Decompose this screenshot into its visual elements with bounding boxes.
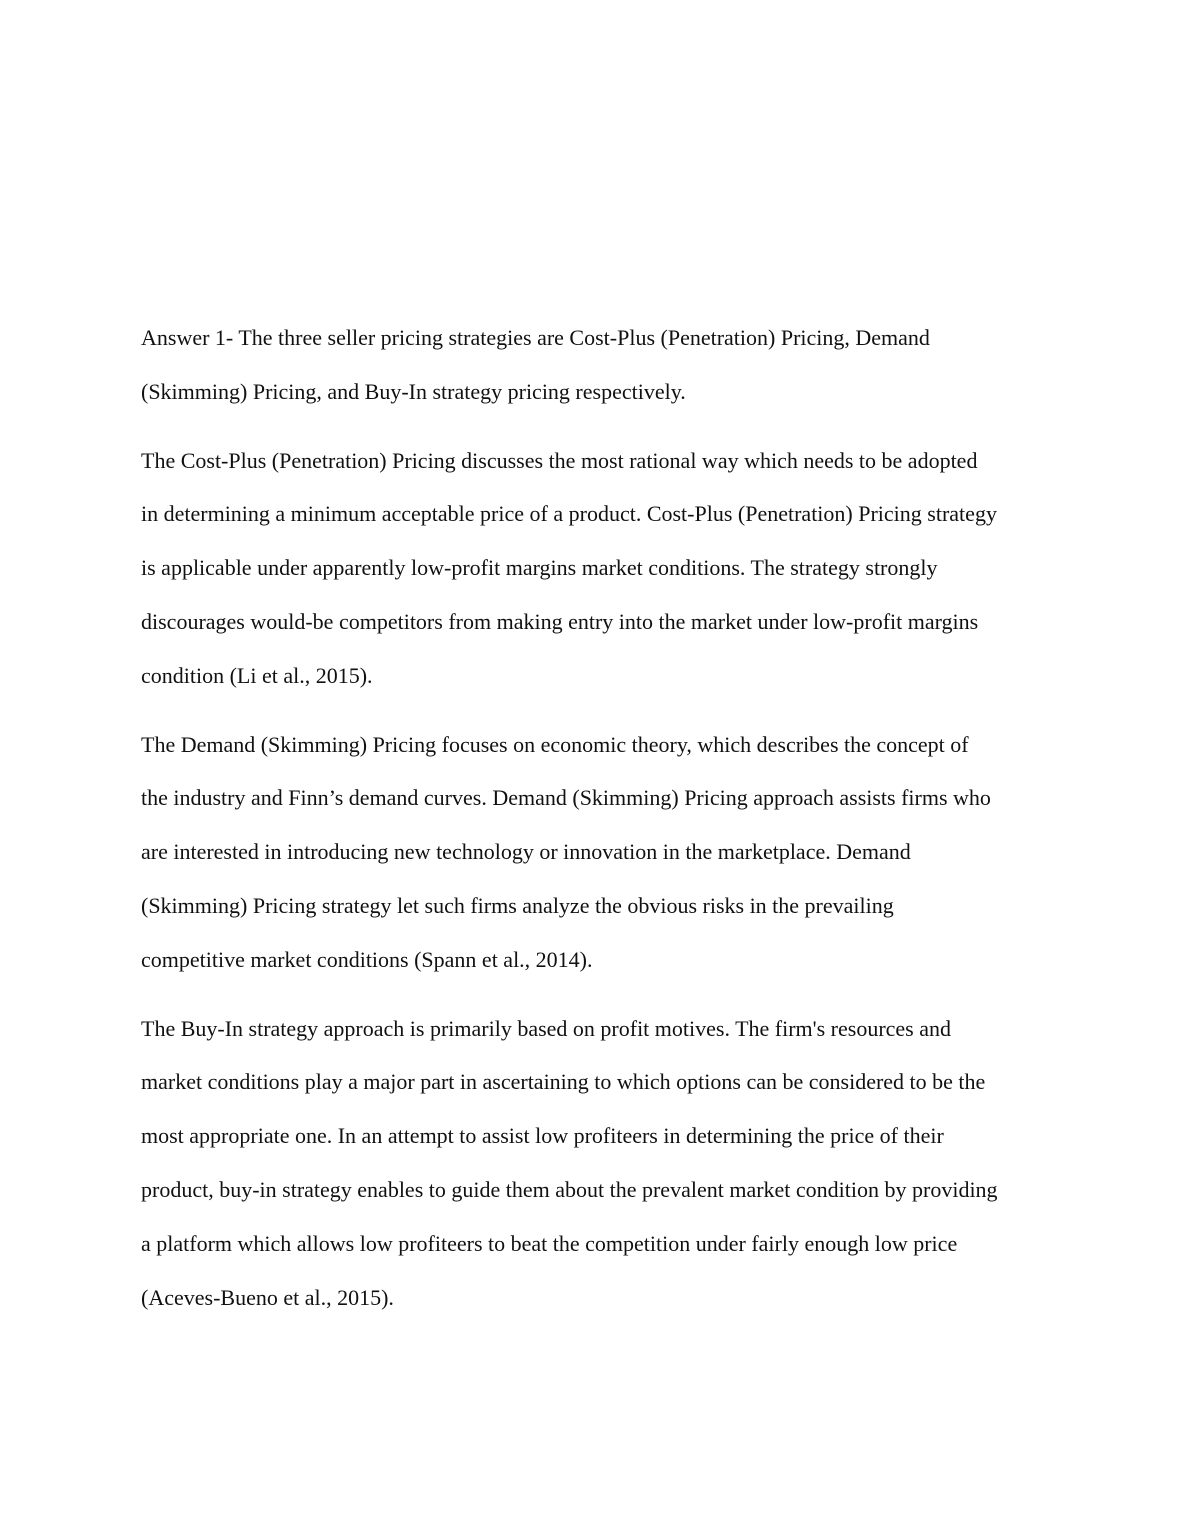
- text-line: most appropriate one. In an attempt to assist low profiteers in determining the price of their: [141, 1123, 944, 1149]
- text-line: are interested in introducing new technology or innovation in the marketplace. Demand: [141, 839, 911, 865]
- text-line: is applicable under apparently low-profit margins market conditions. The strategy strongly: [141, 555, 938, 581]
- text-line: Answer 1- The three seller pricing strategies are Cost-Plus (Penetration) Pricing, Demand: [141, 325, 930, 350]
- text-line: discourages would-be competitors from making entry into the market under low-profit margins: [141, 608, 979, 634]
- text-line: market conditions play a major part in ascertaining to which options can be considered to be the: [141, 1069, 986, 1095]
- document-body: [141, 311, 1061, 1339]
- text-line: a platform which allows low profiteers to beat the competition under fairly enough low price: [141, 1230, 958, 1256]
- paragraph-cost-plus-pricing: [141, 434, 1061, 703]
- text-line: (Skimming) Pricing strategy let such firms analyze the obvious risks in the prevailing: [141, 892, 894, 918]
- paragraph-answer-intro: [141, 311, 1061, 419]
- paragraph-demand-pricing: [141, 718, 1061, 987]
- text-line: product, buy-in strategy enables to guide them about the prevalent market condition by providing: [141, 1176, 998, 1202]
- text-line: condition (Li et al., 2015).: [141, 662, 373, 688]
- text-line: The Buy-In strategy approach is primarily based on profit motives. The firm's resources and: [141, 1015, 952, 1041]
- paragraph-buy-in-strategy: [141, 1002, 1061, 1325]
- text-line: in determining a minimum acceptable price of a product. Cost-Plus (Penetration) Pricing strategy: [141, 501, 997, 527]
- text-line: The Cost-Plus (Penetration) Pricing discusses the most rational way which needs to be adopted: [141, 447, 978, 473]
- text-line: competitive market conditions (Spann et al., 2014).: [141, 946, 593, 972]
- text-line: The Demand (Skimming) Pricing focuses on economic theory, which describes the concept of: [141, 731, 969, 757]
- text-line: (Skimming) Pricing, and Buy-In strategy pricing respectively.: [141, 378, 686, 404]
- text-line: (Aceves-Bueno et al., 2015).: [141, 1284, 394, 1310]
- text-line: the industry and Finn’s demand curves. Demand (Skimming) Pricing approach assists firms who: [141, 785, 991, 811]
